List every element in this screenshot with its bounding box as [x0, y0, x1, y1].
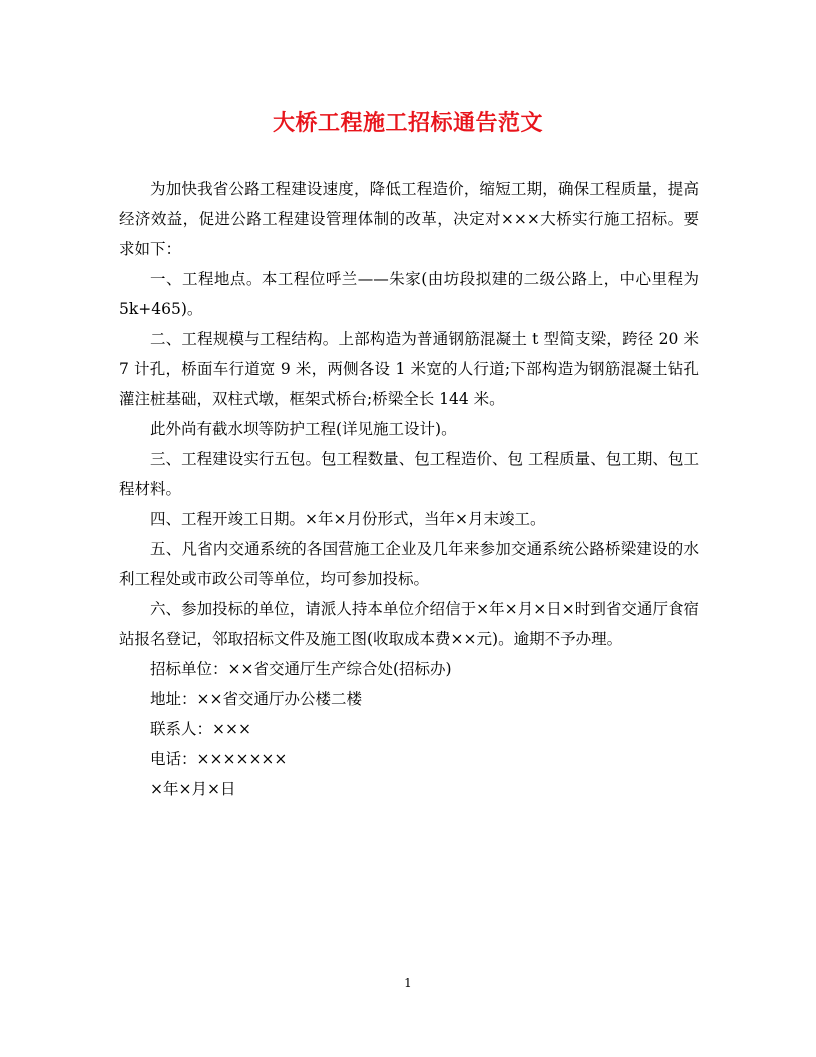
paragraph-tendering-unit: 招标单位：××省交通厅生产综合处(招标办) — [150, 660, 452, 678]
paragraph-protection-works: 此外尚有截水坝等防护工程(详见施工设计)。 — [150, 420, 457, 438]
paragraph-location: 一、工程地点。本工程位呼兰——朱家(由坊段拟建的二级公路上，中心里程为 5k+465)。 — [119, 270, 699, 318]
paragraph-intro: 为加快我省公路工程建设速度，降低工程造价，缩短工期，确保工程质量，提高经济效益，促进公路工程建设管理体制的改革，决定对×××大桥实行施工招标。要求如下： — [119, 180, 699, 258]
page-number: 1 — [404, 976, 412, 990]
paragraph-five-contracts: 三、工程建设实行五包。包工程数量、包工程造价、包 工程质量、包工期、包工程材料。 — [119, 450, 699, 498]
paragraph-address: 地址：××省交通厅办公楼二楼 — [150, 690, 362, 708]
document-body — [119, 174, 699, 804]
paragraph-contact: 联系人：××× — [150, 720, 251, 738]
document-title: 大桥工程施工招标通告范文 — [272, 110, 543, 136]
paragraph-registration: 六、参加投标的单位，请派人持本单位介绍信于×年×月×日×时到省交通厅食宿站报名登记，邻取招标文件及施工图(收取成本费××元)。逾期不予办理。 — [119, 600, 699, 648]
paragraph-date: ×年×月×日 — [150, 780, 236, 798]
paragraph-scale-structure: 二、工程规模与工程结构。上部构造为普通钢筋混凝土 t 型简支梁，跨径 20 米 7 计孔，桥面车行道宽 9 米，两侧各设 1 米宽的人行道;下部构造为钢筋混凝土钻孔灌注桩基础，双柱式墩，框架式桥台;桥梁全长 144 米。 — [119, 330, 699, 408]
paragraph-phone: 电话：××××××× — [150, 750, 288, 768]
paragraph-schedule: 四、工程开竣工日期。×年×月份形式，当年×月末竣工。 — [150, 510, 546, 528]
paragraph-eligibility: 五、凡省内交通系统的各国营施工企业及几年来参加交通系统公路桥梁建设的水利工程处或市政公司等单位，均可参加投标。 — [119, 540, 699, 588]
